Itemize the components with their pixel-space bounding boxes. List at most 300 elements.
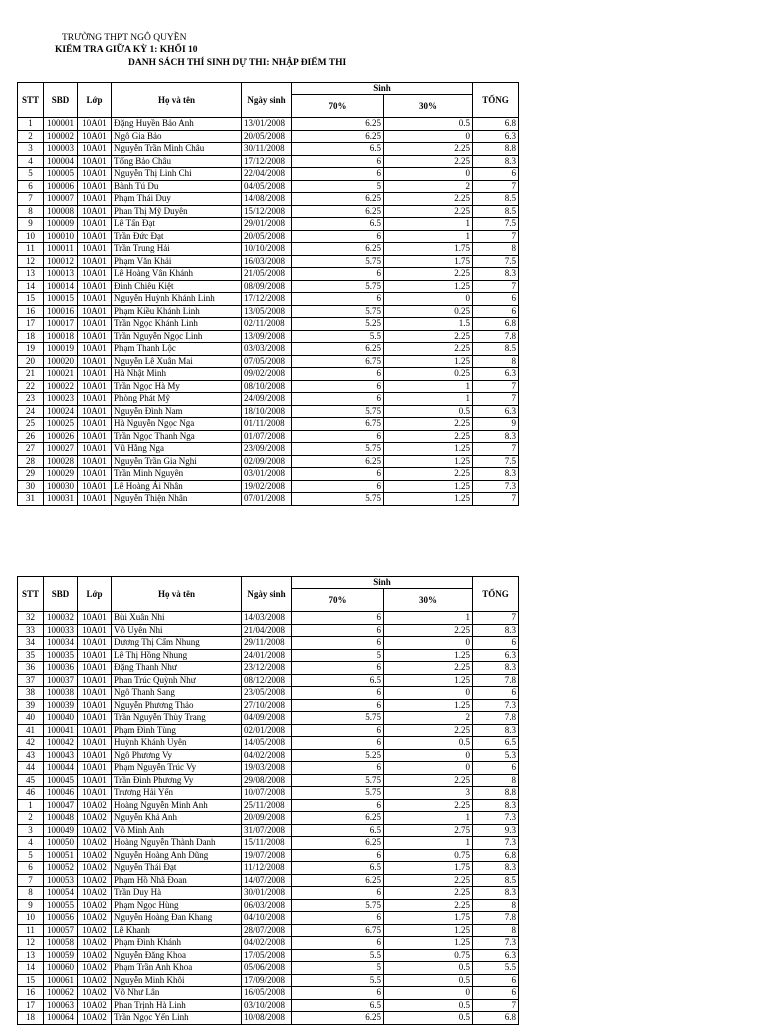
- cell-sbd: 100025: [44, 418, 78, 431]
- cell-stt: 24: [18, 405, 44, 418]
- cell-sbd: 100044: [44, 762, 78, 775]
- cell-lop: 10A01: [78, 712, 112, 725]
- cell-total: 6.8: [473, 118, 519, 131]
- cell-dob: 25/11/2008: [242, 799, 292, 812]
- cell-sbd: 100006: [44, 180, 78, 193]
- scores-table-2: [17, 576, 519, 1025]
- cell-dob: 04/02/2008: [242, 749, 292, 762]
- cell-70: 5.75: [292, 280, 384, 293]
- cell-total: 6: [473, 987, 519, 1000]
- cell-total: 8: [473, 774, 519, 787]
- cell-total: 6.3: [473, 368, 519, 381]
- cell-30: 1: [384, 612, 473, 625]
- cell-stt: 1: [18, 799, 44, 812]
- cell-stt: 21: [18, 368, 44, 381]
- table-row: [18, 218, 519, 231]
- table-row: [18, 774, 519, 787]
- cell-name: Nguyễn Lê Xuân Mai: [112, 355, 242, 368]
- cell-lop: 10A01: [78, 293, 112, 306]
- cell-name: Trần Nguyễn Thùy Trang: [112, 712, 242, 725]
- cell-total: 8: [473, 899, 519, 912]
- table-row: [18, 443, 519, 456]
- cell-total: 7.5: [473, 455, 519, 468]
- cell-dob: 04/09/2008: [242, 712, 292, 725]
- cell-stt: 5: [18, 849, 44, 862]
- cell-lop: 10A01: [78, 230, 112, 243]
- cell-sbd: 100052: [44, 862, 78, 875]
- cell-name: Phạm Văn Khải: [112, 255, 242, 268]
- cell-dob: 17/09/2008: [242, 974, 292, 987]
- cell-70: 6: [292, 468, 384, 481]
- cell-total: 7.3: [473, 937, 519, 950]
- cell-30: 2.25: [384, 430, 473, 443]
- cell-30: 2.25: [384, 662, 473, 675]
- cell-lop: 10A01: [78, 255, 112, 268]
- cell-name: Phạm Kiều Khánh Linh: [112, 305, 242, 318]
- cell-30: 2.25: [384, 887, 473, 900]
- cell-70: 6: [292, 293, 384, 306]
- cell-total: 8: [473, 355, 519, 368]
- cell-name: Phan Thị Mỹ Duyên: [112, 205, 242, 218]
- cell-lop: 10A02: [78, 849, 112, 862]
- cell-sbd: 100020: [44, 355, 78, 368]
- cell-lop: 10A01: [78, 205, 112, 218]
- cell-sbd: 100037: [44, 674, 78, 687]
- cell-stt: 5: [18, 168, 44, 181]
- table-row: [18, 749, 519, 762]
- cell-dob: 04/02/2008: [242, 937, 292, 950]
- cell-stt: 8: [18, 205, 44, 218]
- table-row: [18, 193, 519, 206]
- cell-stt: 38: [18, 687, 44, 700]
- cell-stt: 9: [18, 899, 44, 912]
- header-sbd: SBD: [44, 577, 78, 612]
- cell-70: 6.25: [292, 874, 384, 887]
- cell-dob: 13/01/2008: [242, 118, 292, 131]
- cell-dob: 08/12/2008: [242, 674, 292, 687]
- cell-sbd: 100053: [44, 874, 78, 887]
- cell-dob: 02/01/2008: [242, 724, 292, 737]
- cell-30: 0.5: [384, 1012, 473, 1025]
- header-total: TỔNG: [473, 577, 519, 612]
- cell-70: 6: [292, 849, 384, 862]
- cell-lop: 10A01: [78, 762, 112, 775]
- cell-70: 6: [292, 762, 384, 775]
- cell-total: 8.3: [473, 624, 519, 637]
- cell-30: 1: [384, 230, 473, 243]
- cell-dob: 14/07/2008: [242, 874, 292, 887]
- cell-lop: 10A01: [78, 355, 112, 368]
- cell-total: 8.3: [473, 662, 519, 675]
- cell-30: 0.75: [384, 949, 473, 962]
- cell-total: 6.3: [473, 649, 519, 662]
- cell-name: Nguyễn Phương Thảo: [112, 699, 242, 712]
- cell-30: 0.25: [384, 368, 473, 381]
- cell-name: Trần Ngọc Khánh Linh: [112, 318, 242, 331]
- cell-stt: 39: [18, 699, 44, 712]
- cell-lop: 10A01: [78, 480, 112, 493]
- cell-30: 1.25: [384, 674, 473, 687]
- cell-name: Trần Ngọc Yến Linh: [112, 1012, 242, 1025]
- cell-total: 7: [473, 180, 519, 193]
- cell-sbd: 100012: [44, 255, 78, 268]
- cell-dob: 01/11/2008: [242, 418, 292, 431]
- cell-sbd: 100043: [44, 749, 78, 762]
- cell-name: Trương Hải Yến: [112, 787, 242, 800]
- table-row: [18, 1012, 519, 1025]
- cell-30: 2: [384, 712, 473, 725]
- cell-70: 6.25: [292, 1012, 384, 1025]
- cell-lop: 10A01: [78, 687, 112, 700]
- cell-lop: 10A01: [78, 193, 112, 206]
- table-row: [18, 999, 519, 1012]
- cell-stt: 11: [18, 924, 44, 937]
- table-row: [18, 624, 519, 637]
- header-name: Họ và tên: [112, 577, 242, 612]
- cell-name: Nguyễn Khả Anh: [112, 812, 242, 825]
- cell-total: 7: [473, 493, 519, 506]
- table-row: [18, 874, 519, 887]
- cell-stt: 28: [18, 455, 44, 468]
- cell-stt: 22: [18, 380, 44, 393]
- table-row: [18, 974, 519, 987]
- table-row: [18, 180, 519, 193]
- cell-70: 6: [292, 687, 384, 700]
- cell-dob: 29/11/2008: [242, 637, 292, 650]
- cell-total: 7: [473, 230, 519, 243]
- cell-sbd: 100001: [44, 118, 78, 131]
- cell-stt: 4: [18, 155, 44, 168]
- table-row: [18, 330, 519, 343]
- cell-stt: 10: [18, 230, 44, 243]
- cell-30: 2.25: [384, 268, 473, 281]
- table-row: [18, 418, 519, 431]
- cell-lop: 10A02: [78, 799, 112, 812]
- cell-30: 1.25: [384, 480, 473, 493]
- table-row: [18, 737, 519, 750]
- cell-dob: 10/10/2008: [242, 243, 292, 256]
- cell-name: Lê Khanh: [112, 924, 242, 937]
- cell-dob: 30/01/2008: [242, 887, 292, 900]
- cell-stt: 36: [18, 662, 44, 675]
- cell-name: Đặng Huyền Bảo Anh: [112, 118, 242, 131]
- cell-30: 1.25: [384, 455, 473, 468]
- cell-70: 6: [292, 624, 384, 637]
- cell-sbd: 100011: [44, 243, 78, 256]
- cell-name: Nguyễn Huỳnh Khánh Linh: [112, 293, 242, 306]
- table-row: [18, 887, 519, 900]
- cell-name: Lê Thị Hồng Nhung: [112, 649, 242, 662]
- cell-sbd: 100013: [44, 268, 78, 281]
- cell-30: 2.25: [384, 624, 473, 637]
- scores-table-1: [17, 82, 519, 506]
- cell-30: 0: [384, 130, 473, 143]
- cell-lop: 10A01: [78, 143, 112, 156]
- cell-70: 6: [292, 155, 384, 168]
- cell-name: Hà Nhật Minh: [112, 368, 242, 381]
- cell-stt: 12: [18, 937, 44, 950]
- cell-70: 5.75: [292, 712, 384, 725]
- table-row: [18, 143, 519, 156]
- table-row: [18, 155, 519, 168]
- cell-stt: 40: [18, 712, 44, 725]
- cell-sbd: 100033: [44, 624, 78, 637]
- cell-70: 6.75: [292, 924, 384, 937]
- cell-30: 1: [384, 380, 473, 393]
- cell-dob: 03/03/2008: [242, 343, 292, 356]
- cell-dob: 31/07/2008: [242, 824, 292, 837]
- cell-lop: 10A01: [78, 243, 112, 256]
- cell-70: 6.5: [292, 674, 384, 687]
- cell-stt: 27: [18, 443, 44, 456]
- table-row: [18, 712, 519, 725]
- cell-30: 1.25: [384, 493, 473, 506]
- cell-sbd: 100062: [44, 987, 78, 1000]
- cell-dob: 17/05/2008: [242, 949, 292, 962]
- cell-sbd: 100022: [44, 380, 78, 393]
- cell-stt: 7: [18, 193, 44, 206]
- cell-sbd: 100038: [44, 687, 78, 700]
- cell-stt: 13: [18, 949, 44, 962]
- school-name: TRƯỜNG THPT NGÔ QUYỀN: [62, 33, 187, 43]
- table-row: [18, 430, 519, 443]
- cell-name: Trần Trung Hải: [112, 243, 242, 256]
- cell-name: Nguyễn Trần Minh Châu: [112, 143, 242, 156]
- cell-30: 0.25: [384, 305, 473, 318]
- cell-total: 8.3: [473, 862, 519, 875]
- cell-stt: 3: [18, 824, 44, 837]
- cell-name: Trần Đình Phương Vy: [112, 774, 242, 787]
- cell-name: Ngô Thanh Sang: [112, 687, 242, 700]
- cell-30: 2.25: [384, 874, 473, 887]
- cell-30: 0.5: [384, 737, 473, 750]
- cell-sbd: 100035: [44, 649, 78, 662]
- cell-30: 1.25: [384, 924, 473, 937]
- cell-dob: 07/01/2008: [242, 493, 292, 506]
- cell-sbd: 100041: [44, 724, 78, 737]
- cell-30: 1.75: [384, 912, 473, 925]
- table-row: [18, 962, 519, 975]
- table-row: [18, 305, 519, 318]
- cell-sbd: 100056: [44, 912, 78, 925]
- cell-sbd: 100027: [44, 443, 78, 456]
- cell-dob: 07/05/2008: [242, 355, 292, 368]
- cell-sbd: 100003: [44, 143, 78, 156]
- cell-name: Bùi Xuân Nhi: [112, 612, 242, 625]
- cell-30: 1: [384, 393, 473, 406]
- cell-dob: 20/05/2008: [242, 230, 292, 243]
- table-row: [18, 455, 519, 468]
- cell-lop: 10A01: [78, 787, 112, 800]
- cell-lop: 10A02: [78, 824, 112, 837]
- cell-dob: 21/04/2008: [242, 624, 292, 637]
- cell-stt: 17: [18, 999, 44, 1012]
- cell-total: 8.8: [473, 787, 519, 800]
- cell-stt: 37: [18, 674, 44, 687]
- cell-dob: 21/05/2008: [242, 268, 292, 281]
- cell-dob: 15/11/2008: [242, 837, 292, 850]
- table-row: [18, 393, 519, 406]
- cell-sbd: 100005: [44, 168, 78, 181]
- cell-lop: 10A01: [78, 330, 112, 343]
- cell-sbd: 100064: [44, 1012, 78, 1025]
- cell-dob: 29/01/2008: [242, 218, 292, 231]
- cell-dob: 11/12/2008: [242, 862, 292, 875]
- cell-70: 5.75: [292, 899, 384, 912]
- cell-dob: 23/05/2008: [242, 687, 292, 700]
- cell-dob: 14/08/2008: [242, 193, 292, 206]
- cell-name: Tống Bảo Châu: [112, 155, 242, 168]
- cell-stt: 14: [18, 280, 44, 293]
- cell-70: 6: [292, 799, 384, 812]
- table-row: [18, 118, 519, 131]
- cell-dob: 20/09/2008: [242, 812, 292, 825]
- cell-70: 6.5: [292, 862, 384, 875]
- cell-30: 1.75: [384, 243, 473, 256]
- cell-dob: 19/07/2008: [242, 849, 292, 862]
- cell-sbd: 100050: [44, 837, 78, 850]
- cell-30: 0: [384, 687, 473, 700]
- cell-name: Huỳnh Khánh Uyên: [112, 737, 242, 750]
- cell-70: 6.25: [292, 455, 384, 468]
- cell-sbd: 100028: [44, 455, 78, 468]
- cell-70: 6.25: [292, 118, 384, 131]
- cell-sbd: 100042: [44, 737, 78, 750]
- header-30: 30%: [384, 589, 473, 612]
- cell-total: 7.5: [473, 255, 519, 268]
- cell-total: 8.3: [473, 268, 519, 281]
- cell-sbd: 100051: [44, 849, 78, 862]
- cell-name: Đặng Thanh Như: [112, 662, 242, 675]
- cell-30: 1.25: [384, 649, 473, 662]
- header-group: Sinh: [292, 577, 473, 589]
- cell-sbd: 100032: [44, 612, 78, 625]
- cell-stt: 7: [18, 874, 44, 887]
- cell-total: 8.5: [473, 874, 519, 887]
- cell-stt: 17: [18, 318, 44, 331]
- cell-stt: 16: [18, 987, 44, 1000]
- cell-total: 6: [473, 762, 519, 775]
- cell-stt: 11: [18, 243, 44, 256]
- cell-30: 2.25: [384, 330, 473, 343]
- cell-lop: 10A01: [78, 168, 112, 181]
- cell-70: 5.75: [292, 305, 384, 318]
- cell-lop: 10A02: [78, 837, 112, 850]
- cell-dob: 30/11/2008: [242, 143, 292, 156]
- cell-dob: 23/12/2008: [242, 662, 292, 675]
- cell-stt: 3: [18, 143, 44, 156]
- table-row: [18, 699, 519, 712]
- cell-sbd: 100010: [44, 230, 78, 243]
- header-70: 70%: [292, 589, 384, 612]
- cell-dob: 17/12/2008: [242, 155, 292, 168]
- cell-dob: 24/01/2008: [242, 649, 292, 662]
- cell-total: 8.3: [473, 430, 519, 443]
- cell-30: 0: [384, 749, 473, 762]
- table-row: [18, 493, 519, 506]
- cell-dob: 22/04/2008: [242, 168, 292, 181]
- cell-name: Phạm Đình Khánh: [112, 937, 242, 950]
- table-row: [18, 762, 519, 775]
- cell-lop: 10A01: [78, 493, 112, 506]
- table-row: [18, 824, 519, 837]
- cell-70: 6.25: [292, 205, 384, 218]
- cell-name: Đinh Chiêu Kiệt: [112, 280, 242, 293]
- cell-total: 5.3: [473, 749, 519, 762]
- cell-total: 7.8: [473, 912, 519, 925]
- cell-stt: 43: [18, 749, 44, 762]
- cell-name: Lê Hoàng Ái Nhân: [112, 480, 242, 493]
- cell-total: 8.8: [473, 143, 519, 156]
- table-row: [18, 799, 519, 812]
- cell-total: 7.3: [473, 812, 519, 825]
- table-row: [18, 637, 519, 650]
- cell-30: 1.25: [384, 443, 473, 456]
- cell-total: 8.3: [473, 724, 519, 737]
- cell-name: Nguyễn Đăng Khoa: [112, 949, 242, 962]
- table-row: [18, 405, 519, 418]
- cell-name: Trần Ngọc Hà My: [112, 380, 242, 393]
- cell-sbd: 100045: [44, 774, 78, 787]
- cell-sbd: 100019: [44, 343, 78, 356]
- cell-lop: 10A02: [78, 937, 112, 950]
- cell-stt: 8: [18, 887, 44, 900]
- cell-70: 6.75: [292, 355, 384, 368]
- cell-sbd: 100007: [44, 193, 78, 206]
- header-name: Họ và tên: [112, 83, 242, 118]
- cell-dob: 10/08/2008: [242, 1012, 292, 1025]
- cell-30: 1: [384, 837, 473, 850]
- cell-30: 1.25: [384, 280, 473, 293]
- cell-30: 1.75: [384, 255, 473, 268]
- cell-dob: 03/10/2008: [242, 999, 292, 1012]
- cell-stt: 18: [18, 330, 44, 343]
- table-row: [18, 912, 519, 925]
- cell-dob: 24/09/2008: [242, 393, 292, 406]
- cell-30: 0: [384, 168, 473, 181]
- cell-total: 8.3: [473, 468, 519, 481]
- cell-70: 5: [292, 180, 384, 193]
- cell-total: 7.8: [473, 712, 519, 725]
- cell-stt: 16: [18, 305, 44, 318]
- cell-stt: 15: [18, 974, 44, 987]
- cell-dob: 04/10/2008: [242, 912, 292, 925]
- cell-name: Hoàng Nguyễn Thành Danh: [112, 837, 242, 850]
- cell-name: Nguyễn Minh Khôi: [112, 974, 242, 987]
- cell-total: 9: [473, 418, 519, 431]
- table-row: [18, 480, 519, 493]
- cell-30: 2.25: [384, 418, 473, 431]
- cell-total: 7: [473, 380, 519, 393]
- cell-dob: 02/09/2008: [242, 455, 292, 468]
- cell-dob: 27/10/2008: [242, 699, 292, 712]
- cell-30: 1.25: [384, 937, 473, 950]
- cell-dob: 14/03/2008: [242, 612, 292, 625]
- cell-30: 2.25: [384, 774, 473, 787]
- cell-total: 6: [473, 168, 519, 181]
- cell-dob: 16/05/2008: [242, 987, 292, 1000]
- cell-70: 6: [292, 912, 384, 925]
- cell-sbd: 100014: [44, 280, 78, 293]
- table-row: [18, 674, 519, 687]
- cell-stt: 23: [18, 393, 44, 406]
- table-row: [18, 268, 519, 281]
- cell-name: Bành Tú Du: [112, 180, 242, 193]
- cell-stt: 46: [18, 787, 44, 800]
- cell-name: Lê Hoàng Vân Khánh: [112, 268, 242, 281]
- cell-sbd: 100024: [44, 405, 78, 418]
- cell-name: Nguyễn Thiện Nhân: [112, 493, 242, 506]
